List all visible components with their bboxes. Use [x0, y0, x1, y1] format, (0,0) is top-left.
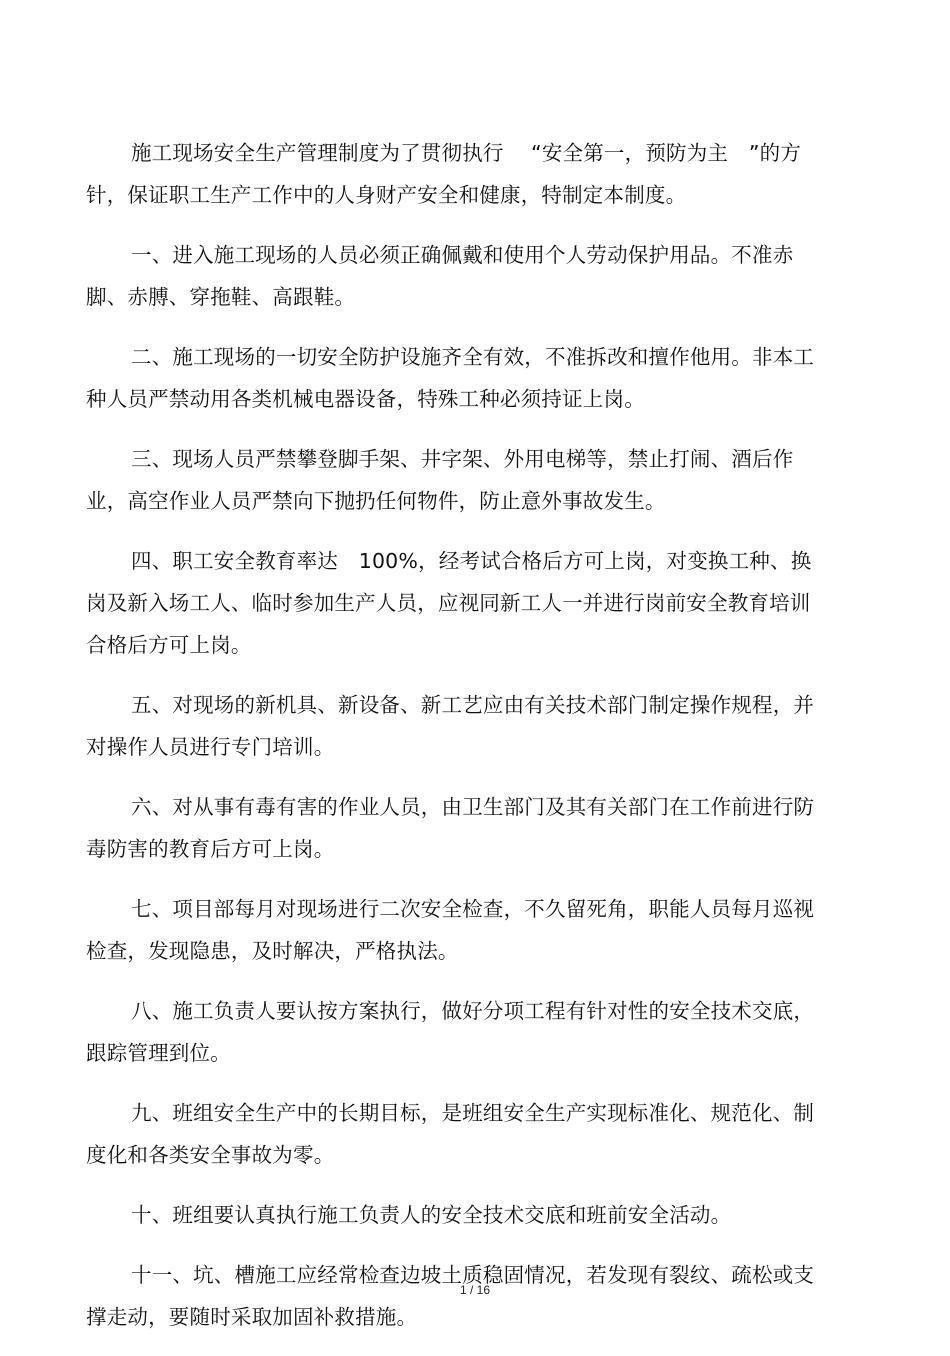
- rule-5-paragraph: 五、对现场的新机具、新设备、新工艺应由有关技术部门制定操作规程，并对操作人员进行专门培训。: [86, 693, 815, 759]
- rule-3-paragraph: 三、现场人员严禁攀登脚手架、井字架、外用电梯等，禁止打闹、酒后作业，高空作业人员严禁向下抛扔任何物件，防止意外事故发生。: [86, 447, 794, 513]
- page-number: 1 / 16: [459, 1283, 491, 1297]
- rule-8-paragraph: 八、施工负责人要认按方案执行，做好分项工程有针对性的安全技术交底，跟踪管理到位。: [86, 999, 815, 1065]
- document-body: [86, 132, 831, 1356]
- rule-1-paragraph: 一、进入施工现场的人员必须正确佩戴和使用个人劳动保护用品。不准赤脚、赤膊、穿拖鞋、高跟鞋。: [86, 243, 794, 309]
- rule-7-paragraph: 七、项目部每月对现场进行二次安全检查，不久留死角，职能人员每月巡视检查，发现隐患，及时解决，严格执法。: [86, 897, 815, 963]
- rule-9-paragraph: 九、班组安全生产中的长期目标，是班组安全生产实现标准化、规范化、制度化和各类安全事故为零。: [86, 1101, 815, 1167]
- rule-4-paragraph: 四、职工安全教育率达 100%，经考试合格后方可上岗，对变换工种、换岗及新入场工人、临时参加生产人员，应视同新工人一并进行岗前安全教育培训合格后方可上岗。: [86, 549, 812, 657]
- rule-6-paragraph: 六、对从事有毒有害的作业人员，由卫生部门及其有关部门在工作前进行防毒防害的教育后方可上岗。: [86, 795, 815, 861]
- rule-10-paragraph: 十、班组要认真执行施工负责人的安全技术交底和班前安全活动。: [131, 1203, 732, 1227]
- intro-paragraph: 施工现场安全生产管理制度为了贯彻执行 “安全第一，预防为主 ”的方针，保证职工生产工作中的人身财产安全和健康，特制定本制度。: [86, 141, 802, 207]
- rule-11-paragraph: 十一、坑、槽施工应经常检查边坡土质稳固情况，若发现有裂纹、疏松或支撑走动，要随时采取加固补救措施。: [86, 1263, 815, 1329]
- rule-2-paragraph: 二、施工现场的一切安全防护设施齐全有效，不准拆改和擅作他用。非本工种人员严禁动用各类机械电器设备，特殊工种必须持证上岗。: [86, 345, 815, 411]
